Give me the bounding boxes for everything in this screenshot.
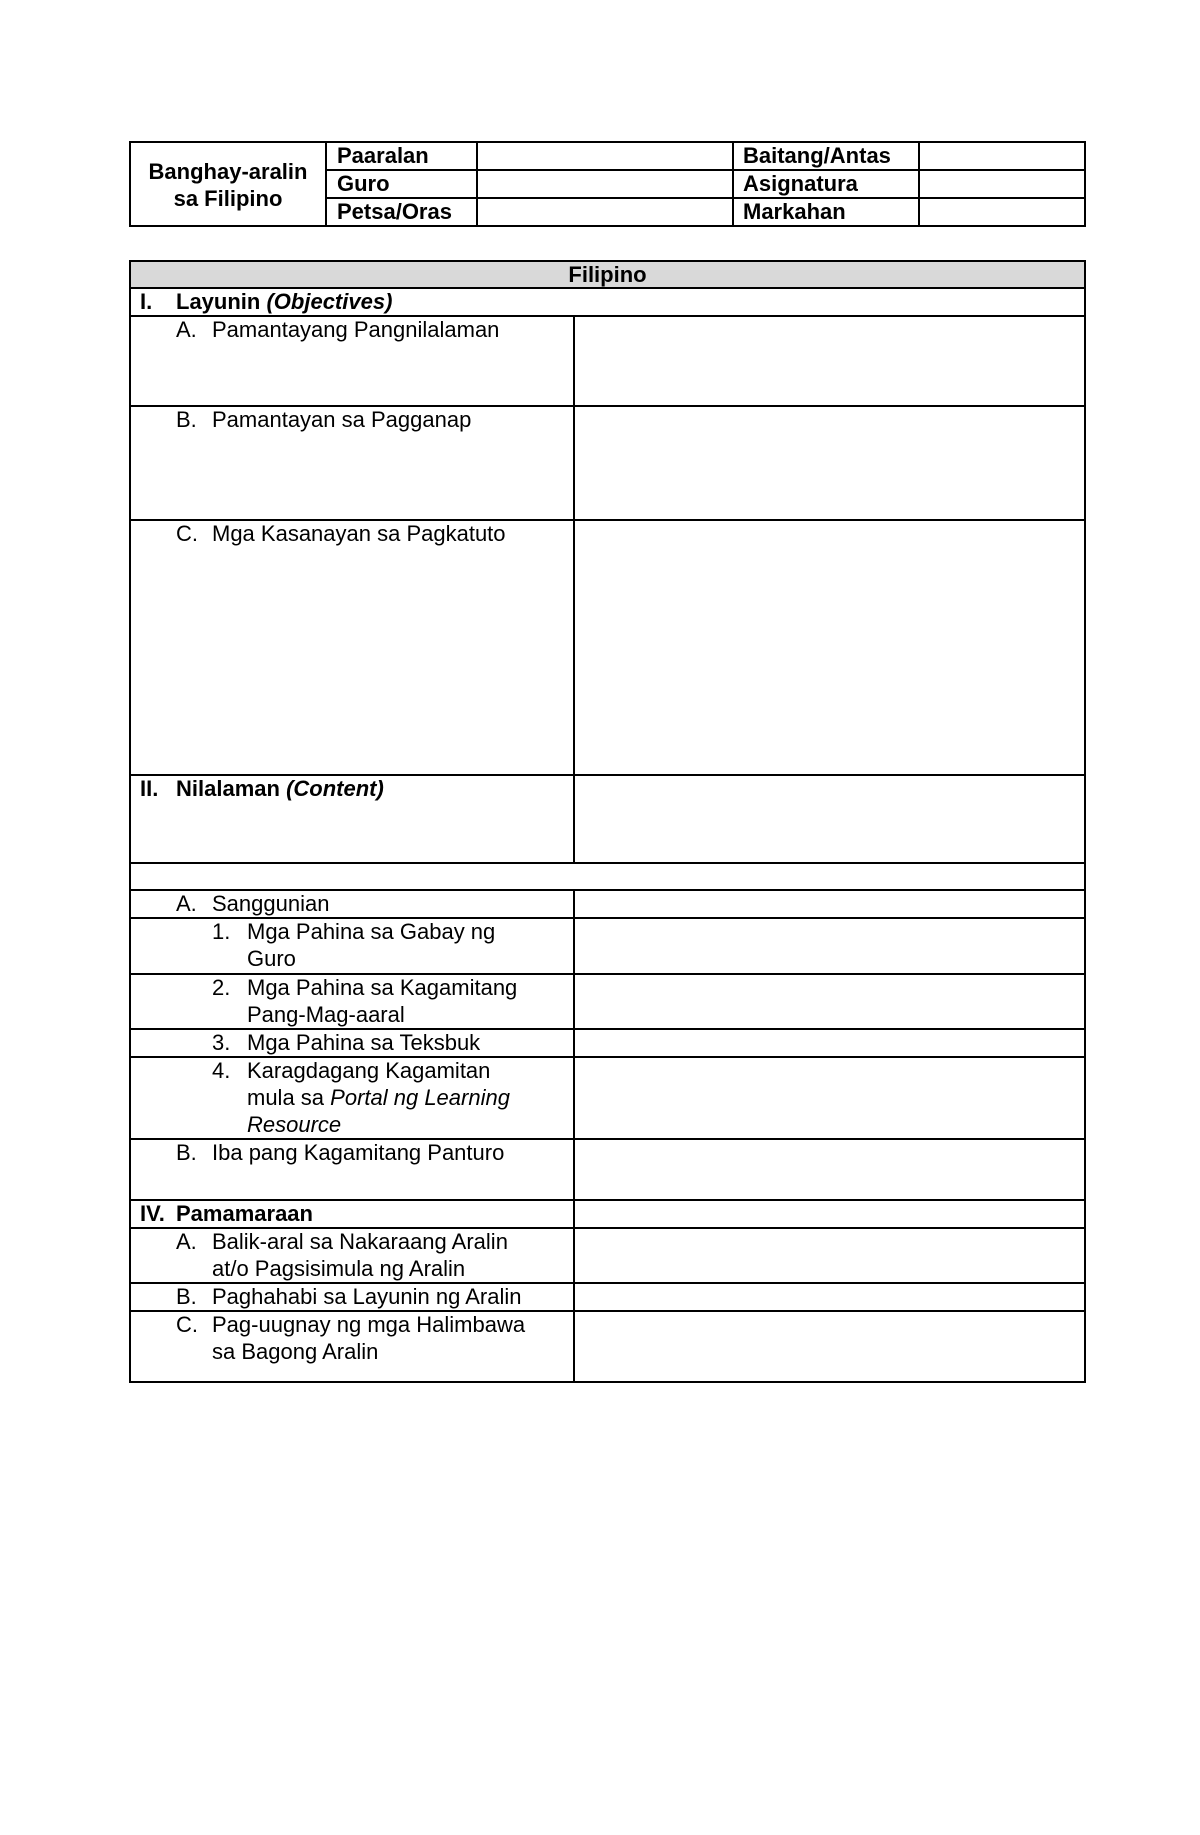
objectives-heading: Layunin (Objectives) <box>176 289 393 314</box>
quarter-field[interactable] <box>920 199 1084 225</box>
references-letter: A. <box>176 891 197 916</box>
learning-competencies-field[interactable] <box>575 521 1084 774</box>
procedure-c-letter: C. <box>176 1312 198 1337</box>
lesson-purpose-field[interactable] <box>575 1284 1084 1310</box>
subject-field[interactable] <box>920 171 1084 197</box>
review-field[interactable] <box>575 1229 1084 1282</box>
reference-4-line2: mula sa Portal ng Learning <box>247 1085 510 1110</box>
school-field[interactable] <box>478 143 732 169</box>
subject-label: Asignatura <box>743 171 858 196</box>
reference-4-line1: Karagdagang Kagamitan <box>247 1058 491 1083</box>
other-materials-field[interactable] <box>575 1140 1084 1199</box>
procedure-field[interactable] <box>575 1201 1084 1227</box>
content-field[interactable] <box>575 776 1084 862</box>
reference-1-number: 1. <box>212 919 231 944</box>
reference-3-number: 3. <box>212 1030 231 1055</box>
header-title-line1: Banghay-aralin <box>148 159 308 184</box>
reference-4-number: 4. <box>212 1058 231 1083</box>
objectives-number: I. <box>140 289 153 314</box>
procedure-c-line2: sa Bagong Aralin <box>212 1339 379 1364</box>
textbook-pages-field[interactable] <box>575 1030 1084 1056</box>
reference-2-line1: Mga Pahina sa Kagamitang <box>247 975 518 1000</box>
procedure-heading: Pamamaraan <box>176 1201 313 1226</box>
lr-portal-materials-field[interactable] <box>575 1058 1084 1138</box>
teacher-guide-pages-field[interactable] <box>575 919 1084 973</box>
procedure-a-line2: at/o Pagsisimula ng Aralin <box>212 1256 466 1281</box>
content-number: II. <box>140 776 159 801</box>
procedure-a-line1: Balik-aral sa Nakaraang Aralin <box>212 1229 508 1254</box>
objective-b-letter: B. <box>176 407 197 432</box>
reference-2-number: 2. <box>212 975 231 1000</box>
reference-1-line1: Mga Pahina sa Gabay ng <box>247 919 496 944</box>
objective-c-letter: C. <box>176 521 198 546</box>
procedure-number: IV. <box>140 1201 165 1226</box>
examples-field[interactable] <box>575 1312 1084 1381</box>
teacher-field[interactable] <box>478 171 732 197</box>
reference-3-line1: Mga Pahina sa Teksbuk <box>247 1030 481 1055</box>
performance-standard-field[interactable] <box>575 407 1084 519</box>
references-text: Sanggunian <box>212 891 330 916</box>
subject-heading: Filipino <box>568 262 647 287</box>
reference-2-line2: Pang-Mag-aaral <box>247 1002 405 1027</box>
procedure-a-letter: A. <box>176 1229 197 1254</box>
procedure-b-text: Paghahabi sa Layunin ng Aralin <box>212 1284 522 1309</box>
learner-material-pages-field[interactable] <box>575 975 1084 1028</box>
reference-4-line3: Resource <box>247 1112 342 1137</box>
other-materials-letter: B. <box>176 1140 197 1165</box>
school-label: Paaralan <box>337 143 429 168</box>
teacher-label: Guro <box>337 171 390 196</box>
content-standard-field[interactable] <box>575 317 1084 405</box>
references-field[interactable] <box>575 891 1084 917</box>
procedure-b-letter: B. <box>176 1284 197 1309</box>
grade-level-field[interactable] <box>920 143 1084 169</box>
other-materials-text: Iba pang Kagamitang Panturo <box>212 1140 505 1165</box>
header-title-line2: sa Filipino <box>173 186 283 211</box>
objective-a-text: Pamantayang Pangnilalaman <box>212 317 500 342</box>
procedure-c-line1: Pag-uugnay ng mga Halimbawa <box>212 1312 526 1337</box>
date-time-field[interactable] <box>478 199 732 225</box>
quarter-label: Markahan <box>743 199 846 224</box>
objective-b-text: Pamantayan sa Pagganap <box>212 407 472 432</box>
date-time-label: Petsa/Oras <box>337 199 452 224</box>
reference-1-line2: Guro <box>247 946 296 971</box>
content-heading: Nilalaman (Content) <box>176 776 384 801</box>
objective-c-text: Mga Kasanayan sa Pagkatuto <box>212 521 506 546</box>
objective-a-letter: A. <box>176 317 197 342</box>
grade-level-label: Baitang/Antas <box>743 143 891 168</box>
